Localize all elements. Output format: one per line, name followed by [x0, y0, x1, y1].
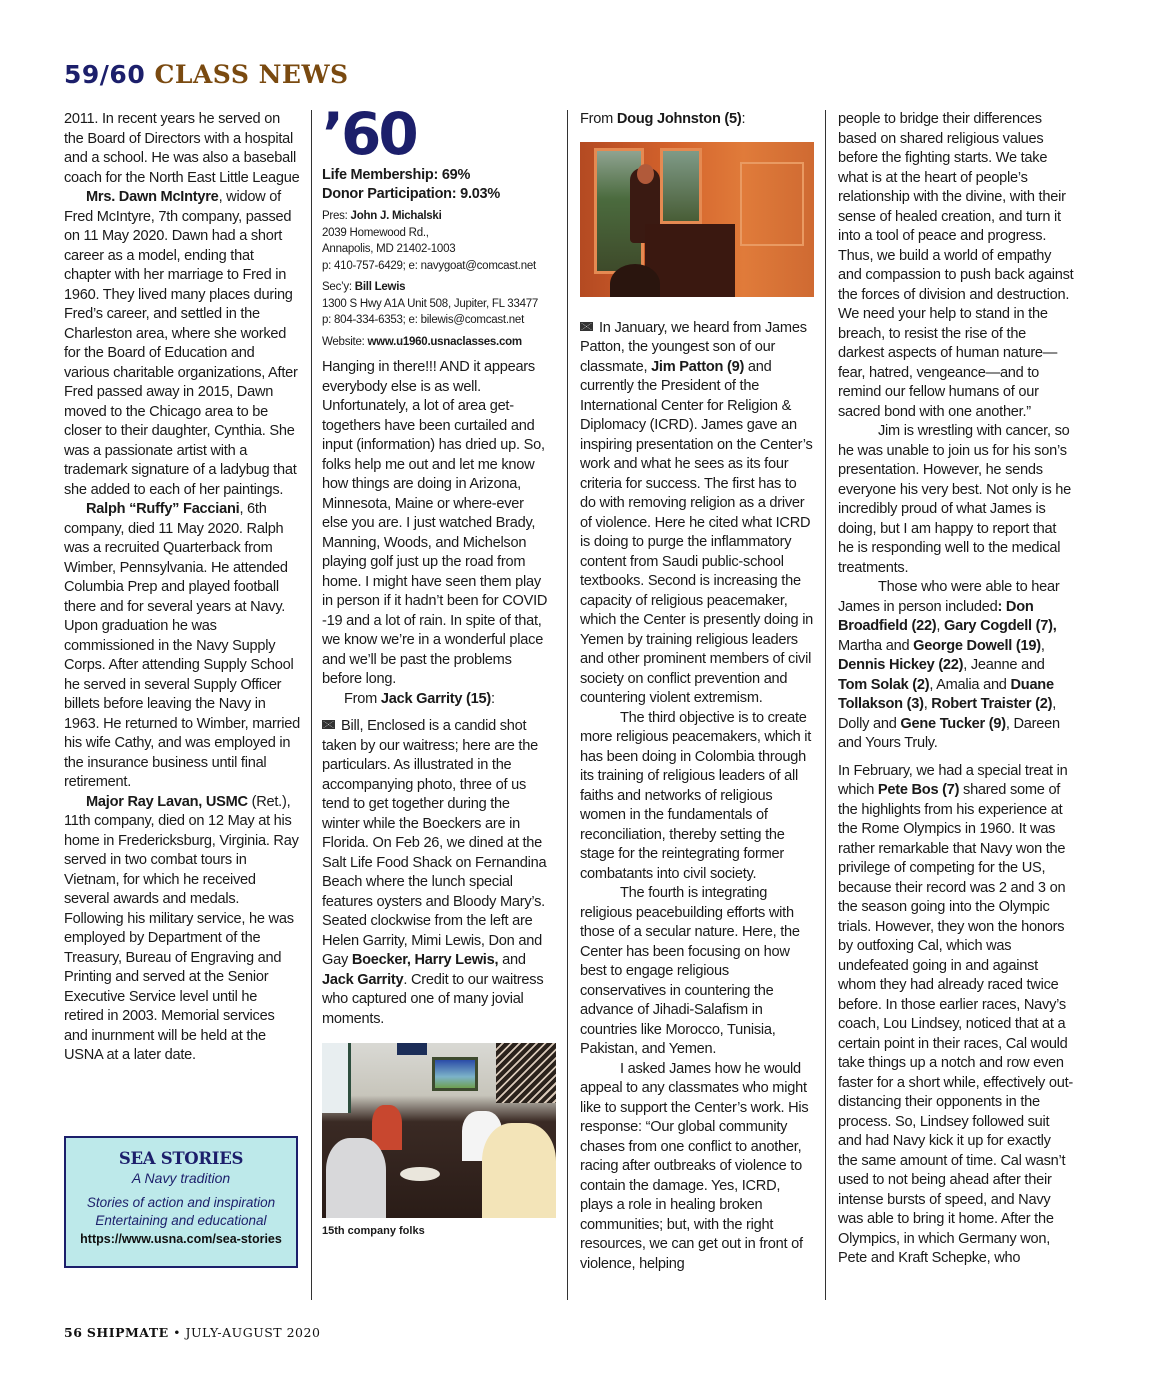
dinner-photo — [322, 1043, 556, 1218]
paragraph — [838, 762, 1074, 1269]
photo-speaker-head — [637, 164, 654, 184]
text: shared some of the highlights from his experience at the Rome Olympics in 1960. It was rather remarkable that Navy won the privilege of competing for the US, because their record was 2 and 3 on the season going into the Olympic trials. However, they won the honors by outfoxing Cal, which was undefeated going in and against whom they had already raced twice before. In those earlier races, Navy’s coach, Lou Lindsey, noticed that at a certain point in their races, Cal would take things up a notch and row even faster for a short while, effectively out-distancing their opponents in the process. So, Lindsey followed suit and had Navy kick it up for exactly the same amount of time. Cal wasn’t used to not being ahead after their intense bursts of speed, and Navy was able to bring it home. After the Olympics, in which Germany won, Pete and Kraft Schepke, who — [838, 782, 1073, 1266]
sea-stories-title: SEA STORIES — [118, 1149, 244, 1168]
photo-person — [326, 1138, 386, 1218]
person-name: Gary Cogdell (7), — [944, 618, 1057, 634]
secy-address: 1300 S Hwy A1A Unit 508, Jupiter, FL 33477 — [322, 297, 539, 310]
text: In January, we heard from James Patton, the youngest son of our classmate, — [580, 319, 807, 375]
person-name: Jim Patton (9) — [651, 358, 745, 375]
pres-phone-email[interactable]: p: 410-757-6429; e: navygoat@comcast.net — [322, 259, 536, 272]
page-footer — [64, 1325, 320, 1340]
colon: : — [741, 111, 746, 127]
envelope-icon — [322, 720, 335, 729]
paragraph: The fourth is integrating religious peacebuilding efforts with those of a secular nature. Here, the Center has been focusing on how best to engage religious conservatives in countering the advance of Jihadi-Salafism in countries like Morocco, Tunisia, Pakistan, and Yemen. — [580, 885, 800, 1057]
person-name: Tom Solak (2) — [838, 676, 930, 693]
paragraph: people to bridge their differences based on shared religious values before the fighting starts. We take what is at the heart of people’s relationship with the divine, with their sense of healed creation, and turn it into a tool of peace and progress. Thus, we build a world of empathy and compassion to push back against the forces of division and destruction. We need your help to stand in the breach, to resist the rise of the darkest aspects of human nature—fear, hatred, vengeance—and to remind our fellow humans of our sacred bond with one another.” — [838, 111, 1074, 420]
pres-address: Annapolis, MD 21402-1003 — [322, 243, 456, 255]
from-line — [322, 690, 548, 710]
paragraph: I asked James how he would appeal to any classmates who might like to support the Center’s work. His response: “Our global community chases from one conflict to another, racing after outbreaks of violence to contain the damage. Yes, ICRD, plays a role in healing broken communities; but, with the right resources, we can get out in front of violence, helping — [580, 1060, 809, 1272]
person-name: Robert Traister (2) — [931, 696, 1053, 712]
donor-participation: Donor Participation: 9.03% — [322, 186, 501, 202]
life-membership: Life Membership: 69% — [322, 167, 471, 183]
text: and — [498, 952, 526, 968]
class-contacts — [322, 208, 548, 350]
footer-separator: • — [173, 1325, 182, 1340]
obituary-text: , widow of Fred McIntyre, 7th company, passed on 11 May 2020. Dawn had a short career as a model, ending that chapter with her marriage to Fred in 1960. They lived many places during Fred’s career, and settled in the Charleston area, where she worked for the Board of Education and various charitable organizations, After Fred passed away in 2015, Dawn moved to the Chicago area to be closer to their daughter, Cynthia. She was a passionate artist with a trademark signature of a ladybug that she added to each of her paintings. — [64, 189, 298, 498]
column-divider — [825, 110, 826, 1300]
photo-person — [372, 1105, 402, 1150]
photo-tv — [397, 1043, 427, 1055]
text: Bill, Enclosed is a candid shot taken by our waitress; here are the particulars. As illustrated in the accompanying photo, three of us tend to get together during the winter while the Boeckers are in Florida. On Feb 26, we dined at the Salt Life Food Shack on Fernandina Beach where the lunch special features oysters and Bloody Mary’s. Seated clockwise from the left are Helen Garrity, Mimi Lewis, Don and Gay — [322, 718, 547, 968]
paragraph: The third objective is to create more religious peacemakers, which it has been doing in Colombia through its training of religious leaders of all faiths and networks of religious women in the fundamentals of reconciliation, thereby setting the stage for the reintegrating former combatants into civil society. — [580, 709, 812, 882]
text: , — [923, 696, 932, 712]
paragraph: Jim is wrestling with cancer, so he was unable to join us for his son’s presentation. However, he sends everyone his very best. Not only is he incredibly proud of what James is doing, but I am happy to report that he is responding well to the medical treatments. — [838, 423, 1072, 576]
column-2 — [322, 100, 548, 1242]
column-1 — [64, 110, 300, 1066]
attendees-paragraph — [838, 578, 1074, 754]
photo-stairs — [496, 1043, 556, 1103]
text: . Credit to our waitress who captured one of many jovial moments. — [322, 971, 544, 1027]
page-header — [64, 60, 349, 89]
obituary-text: (Ret.), 11th company, died on 12 May at his home in Fredericksburg, Virginia. Ray served in two combat tours in Vietnam, for which he received several awards and medals. Following his military service, he was employed by Department of the Treasury, Bureau of Engraving and Printing and served at the Senior Executive Service level until he retired in 2003. Memorial services and inurnment will be held at the USNA at a later date. — [64, 793, 299, 1063]
photo-window — [660, 148, 702, 224]
issue-date: JULY-AUGUST 2020 — [185, 1325, 321, 1340]
photo-painting — [432, 1057, 478, 1091]
president-contact — [322, 208, 548, 274]
paragraph: 2011. In recent years he served on the Board of Directors with a hospital and a school. He was also a baseball coach for the North East Little League — [64, 111, 300, 186]
section-title: CLASS NEWS — [154, 60, 349, 89]
sea-stories-box — [64, 1136, 298, 1268]
sea-stories-description — [66, 1194, 296, 1230]
section-number: 59/60 — [64, 60, 146, 89]
person-name: Doug Johnston (5) — [616, 111, 742, 127]
website-label: Website: — [322, 335, 368, 348]
person-name: Jack Garrity (15) — [380, 690, 491, 707]
photo-plate — [400, 1167, 440, 1181]
text: , Jeanne and — [963, 657, 1045, 673]
text: In February, we had a special treat in which — [838, 762, 1068, 798]
person-name: Mrs. Dawn McIntyre — [86, 189, 219, 205]
obituary-facciani — [64, 500, 300, 793]
from-label: From — [580, 111, 617, 127]
column-divider — [311, 110, 312, 1300]
sea-stories-subtitle: A Navy tradition — [131, 1170, 231, 1186]
paragraph — [580, 319, 816, 709]
sea-stories-line: Entertaining and educational — [95, 1213, 267, 1228]
secy-phone-email[interactable]: p: 804-334-6353; e: bilewis@comcast.net — [322, 314, 525, 326]
person-name: : Don Broadfield (22) — [838, 598, 1034, 634]
paragraph — [322, 717, 548, 1029]
text: , Dareen and Yours Truly. — [838, 715, 1060, 751]
magazine-name: SHIPMATE — [86, 1325, 169, 1340]
text: , Amalia and — [929, 676, 1011, 693]
person-name: Boecker, Harry Lewis, — [351, 952, 499, 968]
photo-person — [482, 1123, 556, 1218]
text: Martha and — [838, 637, 914, 654]
column-3 — [580, 110, 816, 1274]
pres-address: 2039 Homewood Rd., — [322, 226, 429, 239]
website — [322, 334, 548, 351]
secy-label: Sec’y: — [322, 281, 355, 293]
photo-window — [322, 1043, 351, 1113]
sea-stories-line: Stories of action and inspiration — [86, 1195, 276, 1210]
class-stats — [322, 166, 548, 204]
obituary-text: , 6th company, died 11 May 2020. Ralph was a recruited Quarterback from Wimber, Pennsylvania. He attended Columbia Prep and played football there and for several years at Navy. Upon graduation he was commissioned in the Navy Supply Corps. After attending Supply School he served in several Supply Officer billets before leaving the Navy in 1963. He returned to Wimber, married his wife Cathy, and was employed in the insurance business until final retirement. — [64, 501, 300, 790]
website-link[interactable]: www.u1960.usnaclasses.com — [367, 335, 522, 348]
colon: : — [491, 690, 495, 707]
person-name: George Dowell (19) — [913, 637, 1041, 654]
person-name: Major Ray Lavan, USMC — [86, 793, 248, 810]
class-year: ’60 — [322, 100, 416, 168]
paragraph: Hanging in there!!! AND it appears everybody else is as well. Unfortunately, a lot of area get-togethers have been curtailed and input (information) has dried up. So, folks help me out and let me know how things are doing in Arizona, Minnesota, Maine or where-ever else you are. I just watched Brady, Manning, Woods, and Michelson playing golf just up the road from home. I might have seen them play in person if it hadn’t been for COVID -19 and a lot of rain. In spite of that, we know we’re in a wonderful place and we’ll be past the problems before long. — [322, 359, 548, 687]
pres-name: John J. Michalski — [350, 210, 442, 222]
text: , Dolly and — [838, 696, 1057, 732]
pres-label: Pres: — [322, 210, 351, 222]
person-name: Dennis Hickey (22) — [838, 657, 964, 673]
text: and currently the President of the International Center for Religion & Diplomacy (ICRD). James gave an inspiring presentation on the Center’s work and what he sees as its four criteria for success. The first has to do with removing religion as a driver of violence. Here he cited what ICRD is doing to purge the inflammatory content from Saudi public-school textbooks. Second is increasing the capacity of religious peacemaker, which the Center is presently doing in Yemen by training religious leaders and other prominent members of civil society on conflict prevention and countering violent extremism. — [580, 358, 814, 706]
text: , — [1040, 637, 1045, 654]
speaker-photo — [580, 142, 814, 297]
from-line — [580, 110, 816, 130]
person-name: Ralph “Ruffy” Facciani — [86, 501, 240, 517]
photo-caption: 15th company folks — [322, 1225, 425, 1237]
sea-stories-link[interactable]: https://www.usna.com/sea-stories — [80, 1232, 282, 1246]
secretary-contact — [322, 279, 548, 329]
obituary-mcintyre — [64, 188, 300, 500]
column-divider — [567, 110, 568, 1300]
person-name: Gene Tucker (9) — [900, 715, 1006, 732]
column-4 — [838, 110, 1074, 1269]
person-name: Duane Tollakson (3) — [838, 676, 1054, 712]
obituary-lavan — [64, 793, 300, 1066]
page-number: 56 — [64, 1325, 83, 1340]
person-name: Pete Bos (7) — [877, 782, 960, 798]
person-name: Jack Garrity — [322, 971, 404, 988]
text: , — [936, 618, 945, 634]
text: Those who were able to hear James in person included — [838, 579, 1060, 615]
from-label: From — [344, 690, 381, 707]
secy-name: Bill Lewis — [354, 281, 406, 293]
photo-wall-panel — [740, 162, 804, 246]
envelope-icon — [580, 322, 593, 331]
